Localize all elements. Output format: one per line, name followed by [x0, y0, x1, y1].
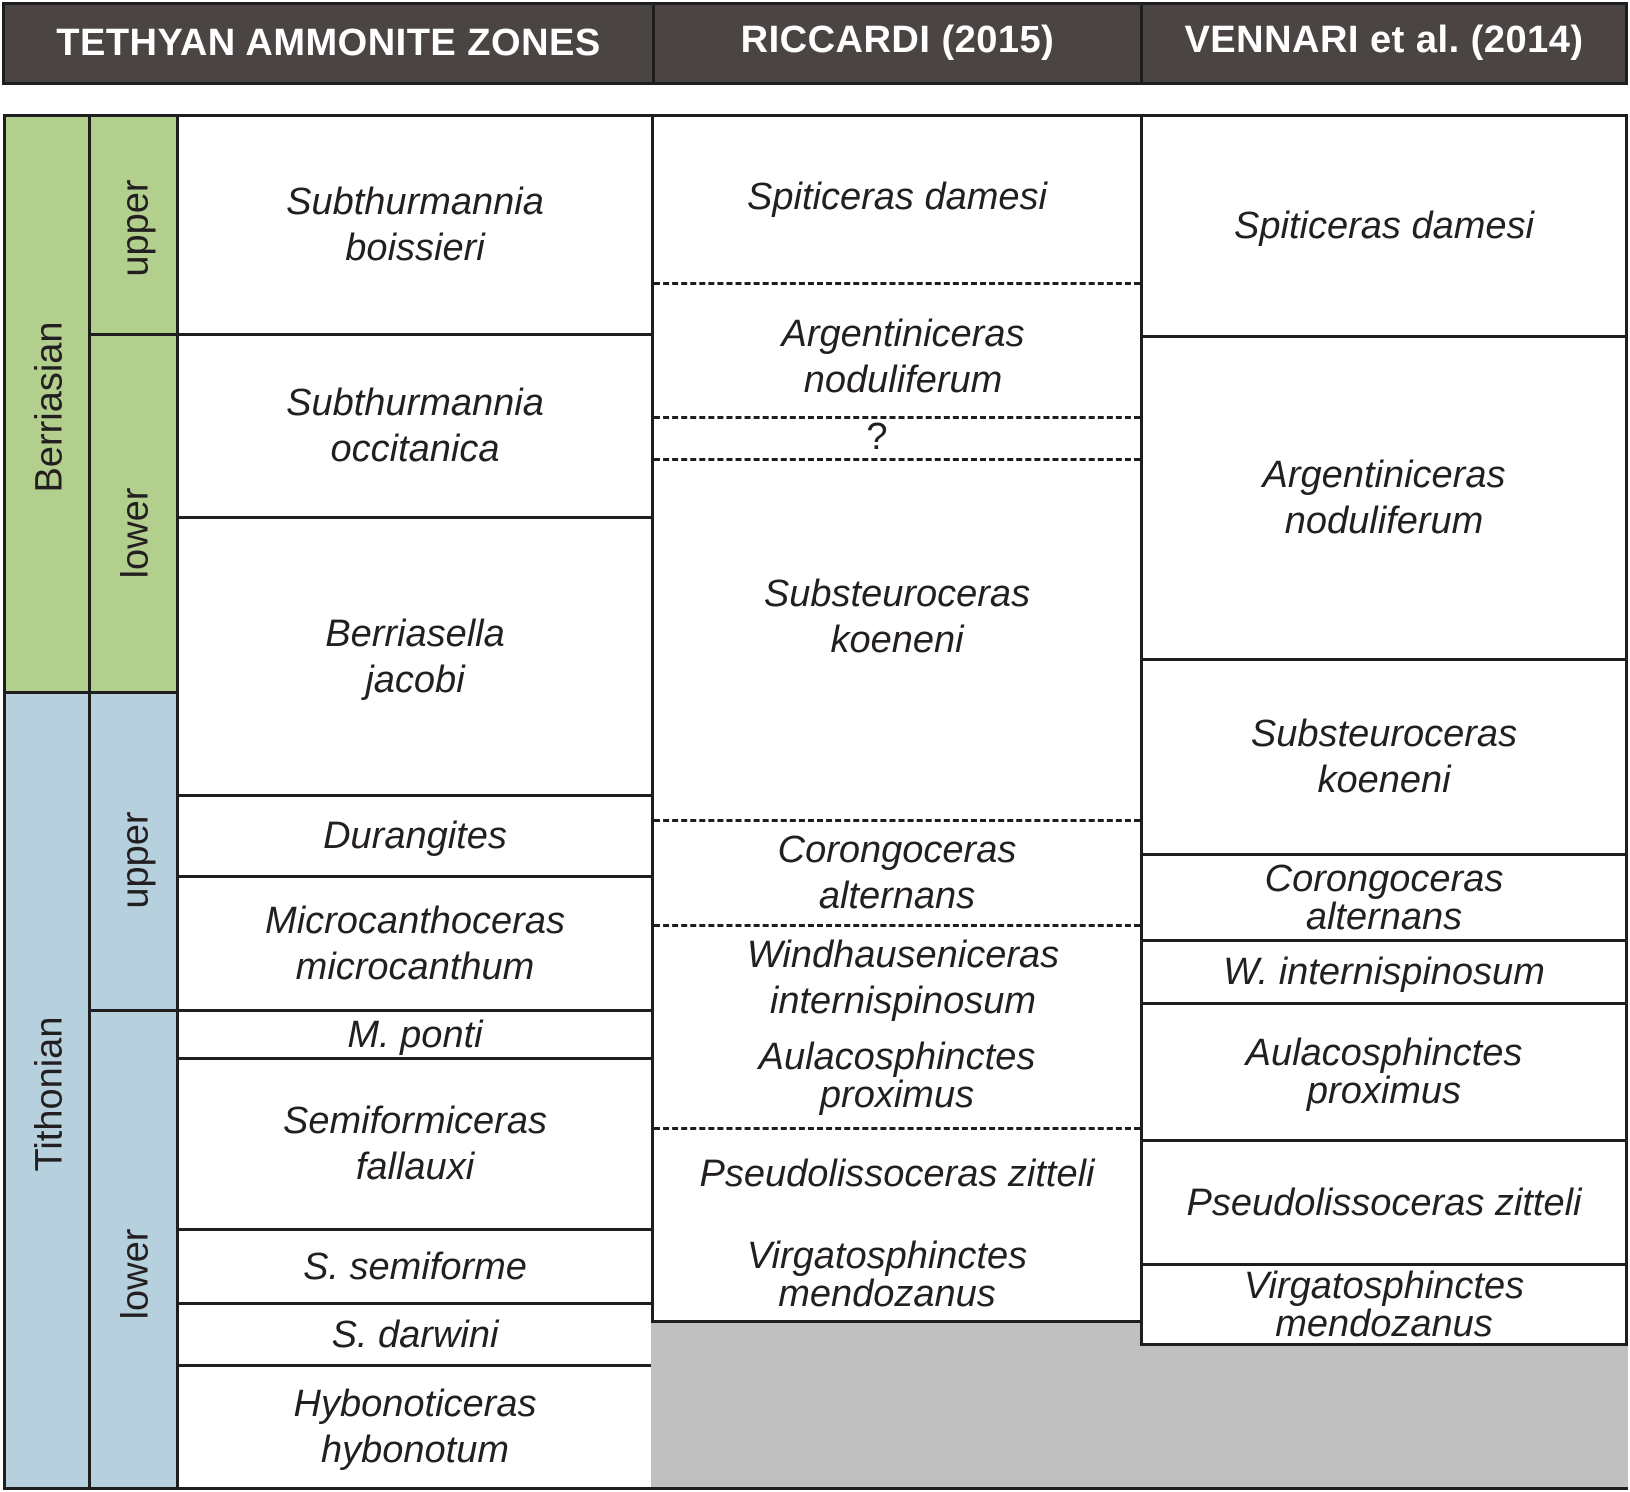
- zone-line: S. semiforme: [303, 1245, 527, 1288]
- zone-line: noduliferum: [1284, 500, 1484, 542]
- zone-line: Aulacosphinctes: [1245, 1032, 1523, 1074]
- header-tethyan-label: TETHYAN AMMONITE ZONES: [56, 22, 601, 64]
- zone-line: Aulacosphinctes: [758, 1036, 1036, 1078]
- zone-line: Substeuroceras: [1250, 713, 1518, 755]
- zone-line: Pseudolissoceras zitteli: [1186, 1181, 1582, 1224]
- zone-line: mendozanus: [1275, 1302, 1493, 1345]
- substage-tithonian-lower-label: lower: [114, 1228, 157, 1320]
- tethyan-zone: [176, 1302, 654, 1367]
- zone-line: Windhauseniceras: [746, 934, 1060, 976]
- zone-line: Subthurmannia: [286, 181, 544, 223]
- zone-line: fallauxi: [355, 1146, 475, 1188]
- tethyan-zone: [176, 794, 654, 878]
- vennari-zone: [1140, 658, 1628, 856]
- riccardi-dashed-boundary: [654, 819, 1140, 822]
- stage-berriasian-label: Berriasian: [28, 321, 71, 493]
- tethyan-zone: [176, 114, 654, 336]
- substage-berriasian-lower: [88, 333, 179, 694]
- riccardi-dashed-boundary: [654, 282, 1140, 285]
- riccardi-zone: [654, 1151, 1140, 1197]
- vennari-zone: [1140, 853, 1628, 942]
- stage-tithonian-label: Tithonian: [28, 1016, 71, 1172]
- substage-berriasian-upper-label: upper: [114, 179, 157, 277]
- substage-berriasian-lower-label: lower: [114, 487, 157, 579]
- zone-line: proximus: [819, 1074, 975, 1116]
- zone-line: Berriasella: [325, 612, 505, 655]
- vennari-zone: [1140, 939, 1628, 1005]
- zone-line: Corongoceras: [1264, 857, 1504, 900]
- tethyan-zone: [176, 875, 654, 1012]
- riccardi-dashed-boundary: [654, 458, 1140, 461]
- zone-line: alternans: [1305, 895, 1463, 938]
- zone-line: jacobi: [365, 658, 465, 701]
- tethyan-zone: [176, 1057, 654, 1231]
- riccardi-zone: [654, 827, 1140, 919]
- tethyan-zone: [176, 516, 654, 797]
- zone-line: koeneni: [830, 619, 964, 661]
- uncertain-mark: ?: [866, 416, 888, 458]
- zone-line: proximus: [1306, 1070, 1462, 1112]
- vennari-zone: [1140, 1263, 1628, 1346]
- zone-line: Hybonoticeras: [293, 1383, 537, 1425]
- zone-line: Spiticeras damesi: [747, 176, 1047, 218]
- zone-line: Pseudolissoceras zitteli: [699, 1153, 1095, 1195]
- zone-line: Subthurmannia: [286, 382, 544, 424]
- vennari-zone: [1140, 1139, 1628, 1266]
- tethyan-zone: [176, 1009, 654, 1060]
- zone-line: alternans: [818, 875, 976, 917]
- zone-line: S. darwini: [331, 1313, 499, 1356]
- zone-line: internispinosum: [769, 980, 1037, 1022]
- zone-line: Semiformiceras: [283, 1100, 547, 1142]
- header-vennari-label: VENNARI et al. (2014): [1184, 19, 1584, 61]
- zone-line: Durangites: [323, 815, 507, 857]
- zone-line: boissieri: [345, 227, 485, 269]
- zone-line: Argentiniceras: [781, 313, 1025, 355]
- zone-line: noduliferum: [803, 359, 1003, 401]
- tethyan-zone: [176, 333, 654, 519]
- zone-line: W. internispinosum: [1223, 951, 1545, 993]
- riccardi-zone: [644, 1237, 1130, 1313]
- zone-line: occitanica: [330, 428, 500, 470]
- substage-tithonian-upper-label: upper: [114, 811, 157, 909]
- riccardi-zone: [654, 174, 1140, 220]
- substage-tithonian-lower: [88, 1009, 179, 1490]
- zone-line: Virgatosphinctes: [746, 1235, 1028, 1277]
- zone-line: Argentiniceras: [1262, 454, 1506, 496]
- vennari-zone: [1140, 1002, 1628, 1142]
- zone-line: microcanthum: [295, 945, 535, 988]
- riccardi-zone: [654, 1038, 1140, 1114]
- riccardi-column: [651, 114, 1143, 1323]
- substage-tithonian-upper: [88, 691, 179, 1012]
- header-tethyan: [2, 2, 655, 85]
- zone-line: Corongoceras: [777, 829, 1017, 871]
- riccardi-zone: [654, 571, 1140, 663]
- zone-line: M. ponti: [347, 1013, 483, 1056]
- header-riccardi: [652, 2, 1143, 85]
- riccardi-zone: [660, 932, 1146, 1024]
- riccardi-dashed-boundary: [654, 924, 1140, 927]
- riccardi-zone-uncertain: [634, 417, 1120, 457]
- zone-line: Virgatosphinctes: [1243, 1264, 1525, 1307]
- zone-line: mendozanus: [778, 1273, 996, 1315]
- tethyan-zone: [176, 1228, 654, 1305]
- riccardi-dashed-boundary: [654, 1127, 1140, 1130]
- riccardi-zone: [660, 311, 1146, 403]
- tethyan-zone: [176, 1364, 654, 1490]
- vennari-zone: [1140, 335, 1628, 661]
- zone-line: Spiticeras damesi: [1234, 205, 1534, 247]
- zone-line: Microcanthoceras: [265, 899, 565, 942]
- stage-berriasian: [3, 114, 91, 694]
- header-riccardi-label: RICCARDI (2015): [740, 19, 1055, 61]
- header-vennari: [1140, 2, 1628, 85]
- zone-line: koeneni: [1317, 759, 1451, 801]
- zone-line: hybonotum: [320, 1429, 509, 1471]
- vennari-zone: [1140, 114, 1628, 338]
- zone-line: Substeuroceras: [763, 573, 1031, 615]
- stage-tithonian: [3, 691, 91, 1490]
- substage-berriasian-upper: [88, 114, 179, 336]
